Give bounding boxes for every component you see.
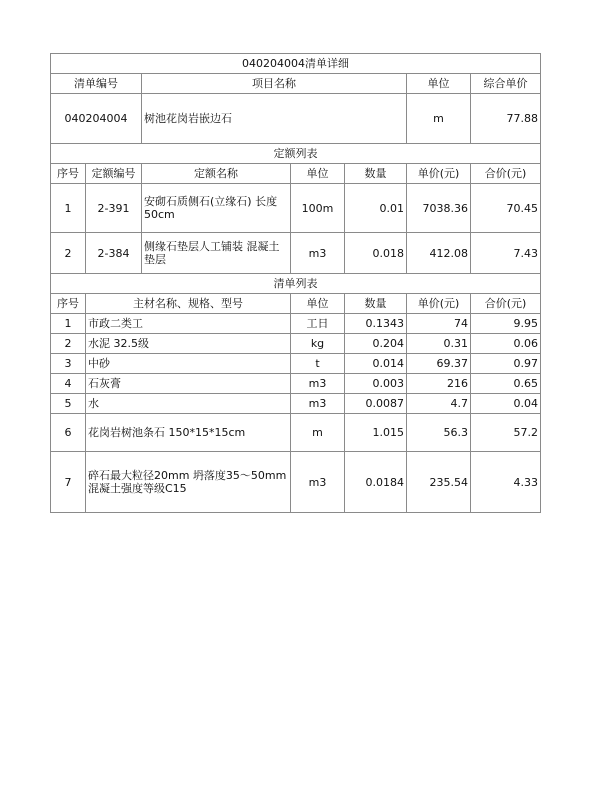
quota-seq: 1 — [51, 184, 86, 233]
material-unit-price: 74 — [407, 314, 471, 334]
material-seq: 5 — [51, 394, 86, 414]
material-qty: 0.204 — [345, 334, 407, 354]
material-unit-price: 56.3 — [407, 414, 471, 452]
material-unit: t — [291, 354, 345, 374]
material-name: 中砂 — [86, 354, 291, 374]
bill-code-header: 清单编号 — [51, 74, 142, 94]
material-row — [51, 314, 541, 334]
material-qty: 0.014 — [345, 354, 407, 374]
quota-header-row — [51, 164, 541, 184]
material-unit: 工日 — [291, 314, 345, 334]
material-unit: m3 — [291, 394, 345, 414]
material-name: 花岗岩树池条石 150*15*15cm — [86, 414, 291, 452]
bill-name-header: 项目名称 — [142, 74, 407, 94]
material-section-row — [51, 274, 541, 294]
material-unit-price: 0.31 — [407, 334, 471, 354]
material-seq: 2 — [51, 334, 86, 354]
material-unit-price: 4.7 — [407, 394, 471, 414]
quota-code: 2-384 — [86, 233, 142, 274]
material-qty-header: 数量 — [345, 294, 407, 314]
material-row — [51, 334, 541, 354]
quota-row — [51, 233, 541, 274]
bill-code: 040204004 — [51, 94, 142, 144]
quota-total: 70.45 — [471, 184, 541, 233]
material-seq: 4 — [51, 374, 86, 394]
quota-seq: 2 — [51, 233, 86, 274]
bill-unit-header: 单位 — [407, 74, 471, 94]
material-name-header: 主材名称、规格、型号 — [86, 294, 291, 314]
material-total: 0.97 — [471, 354, 541, 374]
material-unit-header: 单位 — [291, 294, 345, 314]
material-unit-price: 69.37 — [407, 354, 471, 374]
quota-name-header: 定额名称 — [142, 164, 291, 184]
material-total: 9.95 — [471, 314, 541, 334]
bill-name: 树池花岗岩嵌边石 — [142, 94, 407, 144]
bill-price: 77.88 — [471, 94, 541, 144]
quota-row — [51, 184, 541, 233]
material-unit: m3 — [291, 452, 345, 513]
material-row — [51, 452, 541, 513]
material-unit: kg — [291, 334, 345, 354]
material-seq: 7 — [51, 452, 86, 513]
material-section-title: 清单列表 — [51, 274, 541, 294]
material-total: 0.06 — [471, 334, 541, 354]
sheet-title: 040204004清单详细 — [51, 54, 541, 74]
quota-unit-price-header: 单价(元) — [407, 164, 471, 184]
quota-unit-price: 7038.36 — [407, 184, 471, 233]
bill-price-header: 综合单价 — [471, 74, 541, 94]
material-qty: 1.015 — [345, 414, 407, 452]
material-name: 水 — [86, 394, 291, 414]
material-unit-price: 216 — [407, 374, 471, 394]
material-row — [51, 414, 541, 452]
material-qty: 0.003 — [345, 374, 407, 394]
material-seq-header: 序号 — [51, 294, 86, 314]
quota-name: 安砌石质侧石(立缘石) 长度50cm — [142, 184, 291, 233]
quota-total: 7.43 — [471, 233, 541, 274]
quota-section-row — [51, 144, 541, 164]
quota-code: 2-391 — [86, 184, 142, 233]
material-total: 0.04 — [471, 394, 541, 414]
quota-unit-header: 单位 — [291, 164, 345, 184]
bill-unit: m — [407, 94, 471, 144]
material-qty: 0.0087 — [345, 394, 407, 414]
quota-code-header: 定额编号 — [86, 164, 142, 184]
material-qty: 0.0184 — [345, 452, 407, 513]
material-name: 市政二类工 — [86, 314, 291, 334]
material-row — [51, 374, 541, 394]
quota-unit: m3 — [291, 233, 345, 274]
quota-qty-header: 数量 — [345, 164, 407, 184]
bill-row — [51, 94, 541, 144]
quota-section-title: 定额列表 — [51, 144, 541, 164]
material-name: 碎石最大粒径20mm 坍落度35～50mm混凝土强度等级C15 — [86, 452, 291, 513]
bill-header-row — [51, 74, 541, 94]
material-unit-price-header: 单价(元) — [407, 294, 471, 314]
quota-seq-header: 序号 — [51, 164, 86, 184]
material-total: 57.2 — [471, 414, 541, 452]
quota-total-header: 合价(元) — [471, 164, 541, 184]
material-name: 石灰膏 — [86, 374, 291, 394]
quota-name: 侧缘石垫层人工铺装 混凝土垫层 — [142, 233, 291, 274]
quota-unit-price: 412.08 — [407, 233, 471, 274]
material-unit: m — [291, 414, 345, 452]
quota-qty: 0.018 — [345, 233, 407, 274]
material-row — [51, 394, 541, 414]
material-unit: m3 — [291, 374, 345, 394]
material-qty: 0.1343 — [345, 314, 407, 334]
title-row — [51, 54, 541, 74]
material-seq: 6 — [51, 414, 86, 452]
material-header-row — [51, 294, 541, 314]
material-name: 水泥 32.5级 — [86, 334, 291, 354]
material-total-header: 合价(元) — [471, 294, 541, 314]
bill-detail-table — [50, 53, 541, 513]
material-total: 4.33 — [471, 452, 541, 513]
material-seq: 3 — [51, 354, 86, 374]
quota-qty: 0.01 — [345, 184, 407, 233]
material-unit-price: 235.54 — [407, 452, 471, 513]
material-total: 0.65 — [471, 374, 541, 394]
material-seq: 1 — [51, 314, 86, 334]
quota-unit: 100m — [291, 184, 345, 233]
material-row — [51, 354, 541, 374]
